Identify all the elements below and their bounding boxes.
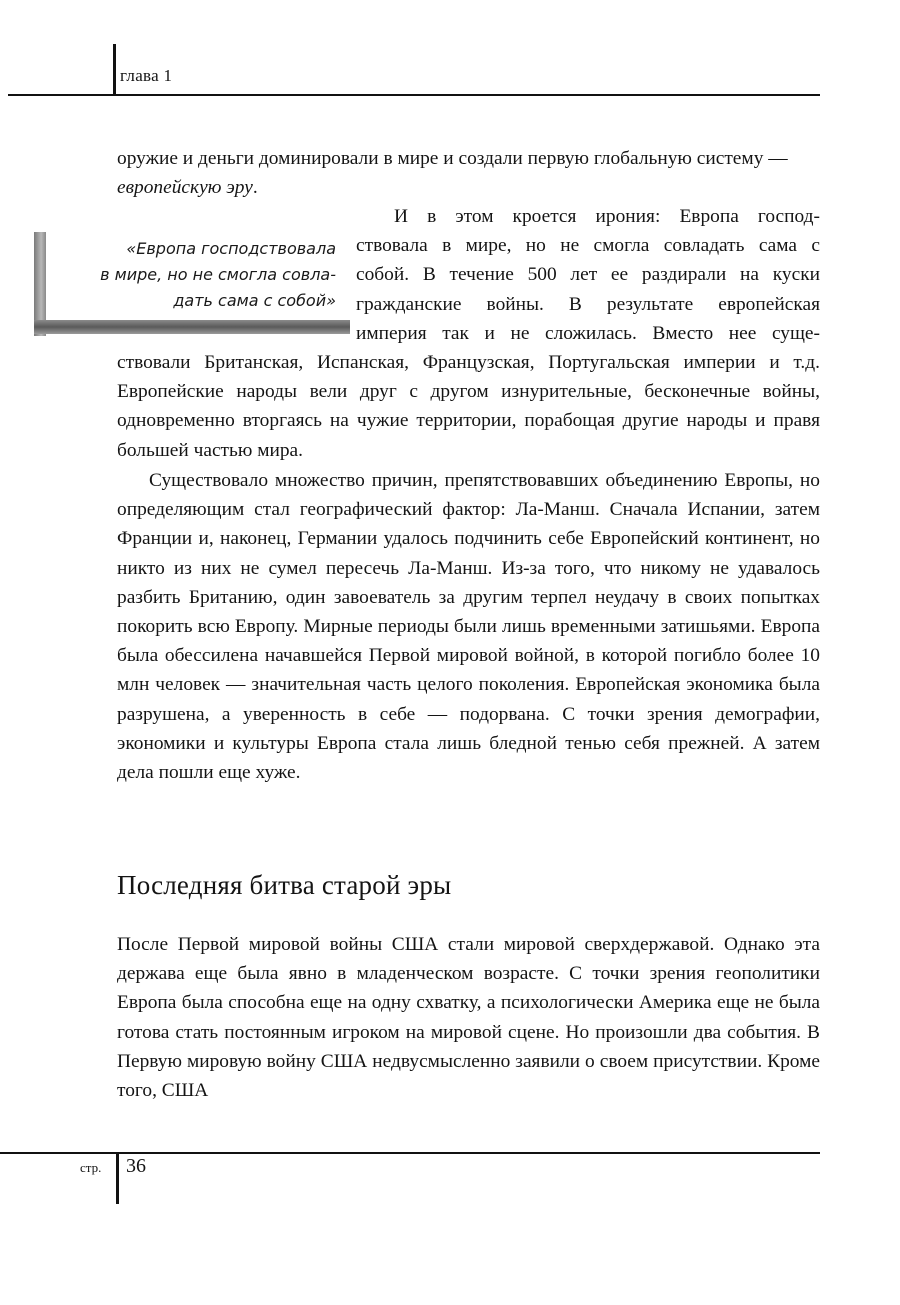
paragraph-irony-line: собой. В течение 500 лет ее раздирали на куски: [356, 264, 820, 286]
paragraph-irony-line: И в этом кроется ирония: Европа господ-: [394, 206, 820, 227]
pullquote-bar-horizontal: [34, 320, 350, 334]
paragraph-intro-emphasis: европейскую эру: [117, 177, 253, 199]
footer-divider-vertical: [116, 1152, 119, 1204]
paragraph-intro-end: .: [252, 177, 258, 199]
page-number: 36: [126, 1155, 146, 1177]
pullquote-line: в мире, но не смогла совла-: [100, 265, 336, 284]
paragraph-irony-line: гражданские войны. В результате европейская: [356, 293, 820, 315]
paragraph-irony: [356, 202, 820, 348]
paragraph-english-channel: Существовало множество причин, препятствовавших объединению Европы, но определяющим стал географический фактор: Ла-Манш. Сначала Испании, затем Франции и, наконец, Германии удалось подчинить себе Европейский континент, но никто из них не сумел пересечь Ла-Манш. Из-за того, что никому не удавалось разбить Британию, один завоеватель за другим терпел неудачу в своих попытках покорить всю Европу. Мирные периоды были лишь временными затишьями. Европа была обессилена начавшейся Первой мировой войной, в которой погибло более 10 млн человек — значительная часть целого поколения. Европейская экономика была разрушена, а уверенность в себе — подорвана. С точки зрения демографии, экономики и культуры Европа стала лишь бледной тенью себя прежней. А затем дела пошли еще хуже.: [117, 470, 820, 784]
paragraph-irony-line: ствовала в мире, но не смогла совладать сама с: [356, 235, 820, 257]
footer-rule: [0, 1152, 820, 1154]
pullquote-line: «Европа господствовала: [126, 239, 336, 258]
paragraph-after-ww1: После Первой мировой войны США стали мировой сверхдержавой. Однако эта держава еще была явно в младенческом возрасте. С точки зрения геополитики Европа была способна еще на одну схватку, а психологически Америка еще не была готова стать постоянным игроком на мировой сцене. Но произошли два события. В Первую мировую войну США недвусмысленно заявили о своем присутствии. Кроме того, США: [117, 934, 820, 1102]
header-divider-vertical: [113, 44, 116, 96]
pullquote: [60, 236, 336, 314]
section-title: Последняя битва старой эры: [117, 870, 452, 900]
paragraph-irony-continued: ствовали Британская, Испанская, Французская, Португальская империи и т.д. Европейские народы вели друг с другом изнурительные, бесконечные войны, одновременно вторгаясь на чужие территории, порабощая другие народы и правя большей частью мира.: [117, 352, 820, 461]
paragraph-irony-line: империя так и не сложилась. Вместо нее суще-: [356, 322, 820, 344]
paragraph-intro-text: оружие и деньги доминировали в мире и создали первую глобальную систему —: [117, 148, 788, 169]
header-rule: [8, 94, 820, 96]
page-label: стр.: [80, 1160, 102, 1175]
pullquote-line: дать сама с собой»: [173, 291, 336, 310]
running-head: глава 1: [120, 66, 173, 85]
paragraph-intro: [117, 144, 820, 202]
